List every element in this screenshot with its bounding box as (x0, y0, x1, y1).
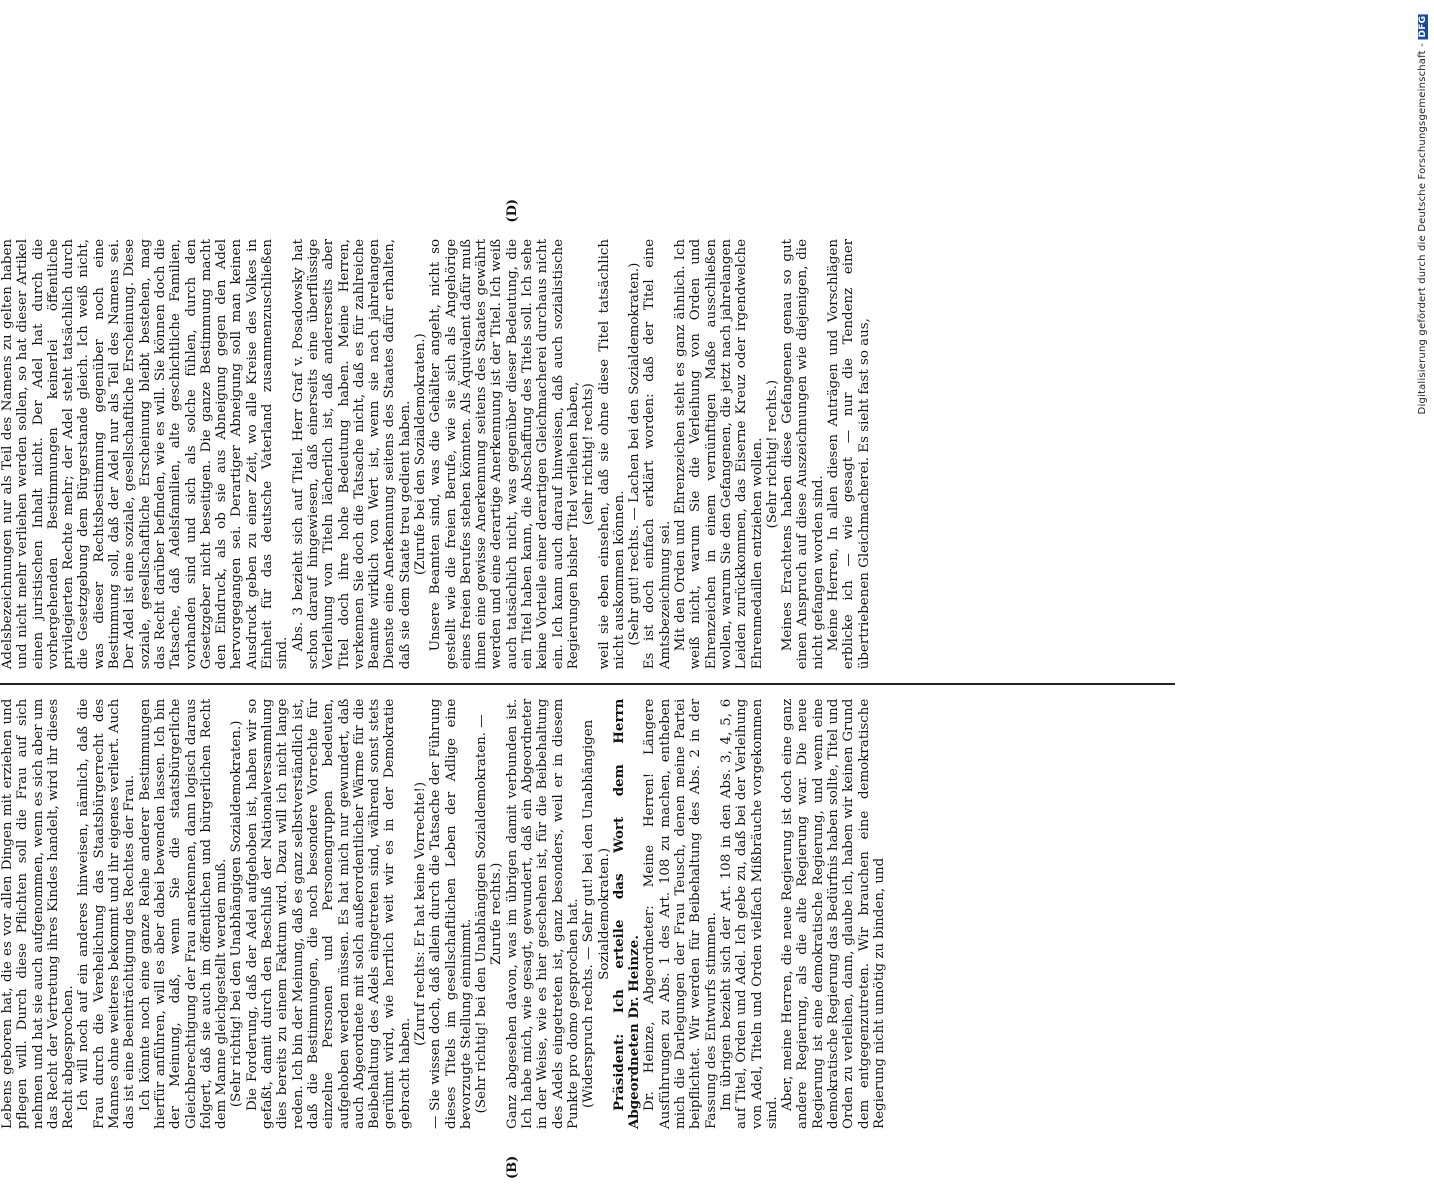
paragraph: weil sie eben einsehen, daß sie ohne diese Titel tatsächlich nicht auskommen können. (596, 238, 627, 670)
interjection: (Sehr richtig! bei den Unabhängigen Sozialdemokraten. — Zurufe rechts.) (474, 714, 505, 1114)
margin-marker-d: (D) (505, 199, 520, 223)
interjection: (Sehr richtig! rechts.) (764, 379, 780, 529)
interjection: (Zuruf rechts: Er hat keine Vorrechte!) (412, 781, 428, 1046)
dfg-logo: DFG (1418, 16, 1428, 38)
interjection: (sehr richtig! rechts) (581, 383, 597, 526)
paragraph: Im übrigen bezieht sich der Art. 108 in den Abs. 3, 4, 5, 6 auf Titel, Orden und Adel. Ich gebe zu, daß bei der Verleihung von Adel, Titeln und Orden vielfach Mißbräuche vorgekommen sind. (718, 698, 780, 1129)
margin-marker-b: (B) (505, 1155, 520, 1179)
document-page (0, 195, 1195, 1195)
paragraph: Ich könnte noch eine ganze Reihe anderer Bestimmungen hierfür anführen, will es aber dabei bewenden lassen. Ich bin der Meinung, daß, wenn Sie die staatsbürgerliche Gleichberechtigung der Frau anerkennen, dann logisch daraus folgert, daß sie auch im öffentlichen und bürgerlichen Recht dem Manne gleichgestellt werden muß. (137, 698, 230, 1129)
column-divider (0, 683, 1175, 684)
interjection: (Widerspruch rechts. — Sehr gut! bei den Unabhängigen Sozialdemokraten.) (581, 719, 612, 1109)
paragraph: Lebens geboren hat, die es vor allen Dingen mit erziehen und pflegen will. Durch diese Pflichten soll die Frau auf sich nehmen und hat sie auch aufgenommen, wenn es sich aber um das Recht der Vertretung ihres Kindes handelt, wird ihr dieses Recht abgesprochen. (0, 698, 77, 1129)
paragraph: Die Forderung, daß der Adel aufgehoben ist, haben wir so gefaßt, damit durch den Beschluß der Nationalversammlung dies bereits zu einem Faktum wird. Dazu will ich nicht lange reden. Ich bin der Meinung, daß es ganz selbstverständlich ist, daß die Bestimmungen, die noch besondere Vorrechte für einzelne Personen und Personengruppen bedeuten, aufgehoben werden müssen. Es hat mich nur gewundert, daß auch Abgeordnete mit solch außerordentlicher Wärme für die Beibehaltung des Adels eingetreten sind, während sonst stets gerühmt wird, wie herrlich weit wir es in der Demokratie gebracht haben. (244, 698, 413, 1129)
paragraph: Es ist doch einfach erklärt worden: daß der Titel eine Amtsbezeichnung sei. (642, 238, 673, 670)
paragraph: Abs. 3 bezieht sich auf Titel. Herr Graf v. Posadowsky hat schon darauf hingewiesen, daß einerseits eine überflüssige Verleihung von Titeln lächerlich ist, daß andererseits aber Titel doch ihre hohe Bedeutung haben. Meine Herren, verkennen Sie doch die Tatsache nicht, daß es für zahlreiche Beamte wirklich von Wert ist, wenn sie nach jahrelangen Dienste eine Anerkennung seitens des Staates dafür erhalten, daß sie dem Staate treu gedient haben. (290, 238, 413, 670)
interjection: (Sehr gut! rechts. — Lachen bei den Sozialdemokraten.) (627, 262, 643, 646)
right-column (0, 225, 1175, 683)
text-columns (0, 199, 1175, 1179)
footnote-text: Digitalisierung gefördert durch die Deutsche Forschungsgemeinschaft - (1417, 43, 1428, 415)
paragraph: Adelsbezeichnungen nur als Teil des Namens zu gelten haben und nicht mehr verliehen werden sollen, so hat dieser Artikel einen juristischen Inhalt nicht. Der Adel hat durch die vorhergehenden Bestimmungen keinerlei öffentliche privilegierten Rechte mehr; der Adel steht tatsächlich durch die Gesetzgebung dem Bürgerstande gleich. Ich weiß nicht, was dieser Rechtsbestimmung gegenüber noch eine Bestimmung soll, daß der Adel nur als Teil des Namens sei. Der Adel ist eine soziale, gesellschaftliche Erscheinung. Diese soziale, gesellschaftliche Erscheinung bleibt bestehen, mag das Recht darüber befinden, wie es will. Sie können doch die Tatsache, daß Adelsfamilien, alte geschichtliche Familien, vorhanden sind und sich als solche fühlen, durch den Gesetzgeber nicht beseitigen. Die ganze Bestimmung macht den Eindruck, als ob sie aus Abneigung gegen den Adel hervorgegangen sei. Derartiger Abneigung soll man keinen Ausdruck geben zu einer Zeit, wo alle Kreise des Volkes in Einheit für das deutsche Vaterland zusammenzuschließen sind. (0, 238, 291, 670)
paragraph: Ganz abgesehen davon, was im übrigen damit verbunden ist. Ich habe mich, wie gesagt, gewundert, daß ein Abgeordneter in der Weise, wie es hier geschehen ist, für die Beibehaltung des Adels eingetreten ist, ganz besonders, weil er in diesem Punkte pro domo gesprochen hat. (504, 698, 581, 1129)
interjection: (Zurufe bei den Sozialdemokraten.) (412, 333, 428, 576)
paragraph: Mit den Orden und Ehrenzeichen steht es ganz ähnlich. Ich weiß nicht, warum Sie die Verleihung von Orden und Ehrenzeichen in einem vernünftigen Maße ausschließen wollen, warum Sie den Gefangenen, die jetzt nach jahrelangen Leiden zurückkommen, das Eiserne Kreuz oder irgendwelche Ehrenmedaillen entziehen wollen. (673, 238, 765, 670)
paragraph: Aber, meine Herren, die neue Regierung ist doch eine ganz andere Regierung, als die alte Regierung war. Die neue Regierung ist eine demokratische Regierung, und wenn eine demokratische Regierung das Bedürfnis haben sollte, Titel und Orden zu verleihen, dann, glaube ich, haben wir keinen Grund dem entgegenzutreten. Wir brauchen eine demokratische Regierung nicht unnötig zu binden, und (780, 698, 887, 1129)
speaker-paragraph: Präsident: Ich erteile das Wort dem Herrn Abgeordneten Dr. Heinze. (610, 698, 643, 1129)
paragraph: Dr. Heinze, Abgeordneter: Meine Herren! Längere Ausführungen zu Abs. 1 des Art. 108 zu machen, entheben mich die Darlegungen der Frau Teusch, denen meine Partei beipflichtet. Wir werden für Beibehaltung des Abs. 2 in der Fassung des Entwurfs stimmen. (642, 698, 719, 1129)
paragraph: Meines Erachtens haben diese Gefangenen genau so gut einen Anspruch auf diese Auszeichnungen wie diejenigen, die nicht gefangen worden sind. (780, 238, 826, 670)
interjection: (Sehr richtig! bei den Unabhängigen Sozialdemokraten.) (229, 720, 245, 1108)
paragraph: Ich will noch auf ein anderes hinweisen, nämlich, daß die Frau durch die Verehelichung das Staatsbürgerrecht des Mannes ohne weiteres bekommt und ihr eigenes verliert. Auch das ist eine Beeinträchtigung des Rechtes der Frau. (76, 698, 138, 1129)
left-column (0, 685, 1175, 1143)
paragraph: Meine Herren, In allen diesen Anträgen und Vorschlägen erblicke ich — wie gesagt — nur die Tendenz einer übertriebenen Gleichmacherei. Es sieht fast so aus, (826, 238, 872, 670)
paragraph: — Sie wissen doch, daß allein durch die Tatsache der Führung dieses Titels im gesellschaftlichen Leben der Adlige eine bevorzugte Stellung einnimmt. (428, 698, 474, 1129)
digitization-footnote (1417, 10, 1428, 414)
paragraph: Unsere Beamten sind, was die Gehälter angeht, nicht so gestellt wie die freien Berufe, wie sie sich als Angehörige eines freien Berufes stehen könnten. Als Äquivalent dafür muß ihnen eine gewisse Anerkennung seitens des Staates gewährt werden und eine derartige Anerkennung ist der Titel. Ich weiß auch tatsächlich nicht, was gegenüber dieser Bedeutung, die ein Titel haben kann, die Abschaffung des Titels soll. Ich sehe keine Vorteile einer derartigen Gleichmacherei durchaus nicht ein. Ich kann auch darauf hinweisen, daß auch sozialistische Regierungen bisher Titel verliehen haben, (428, 238, 581, 670)
